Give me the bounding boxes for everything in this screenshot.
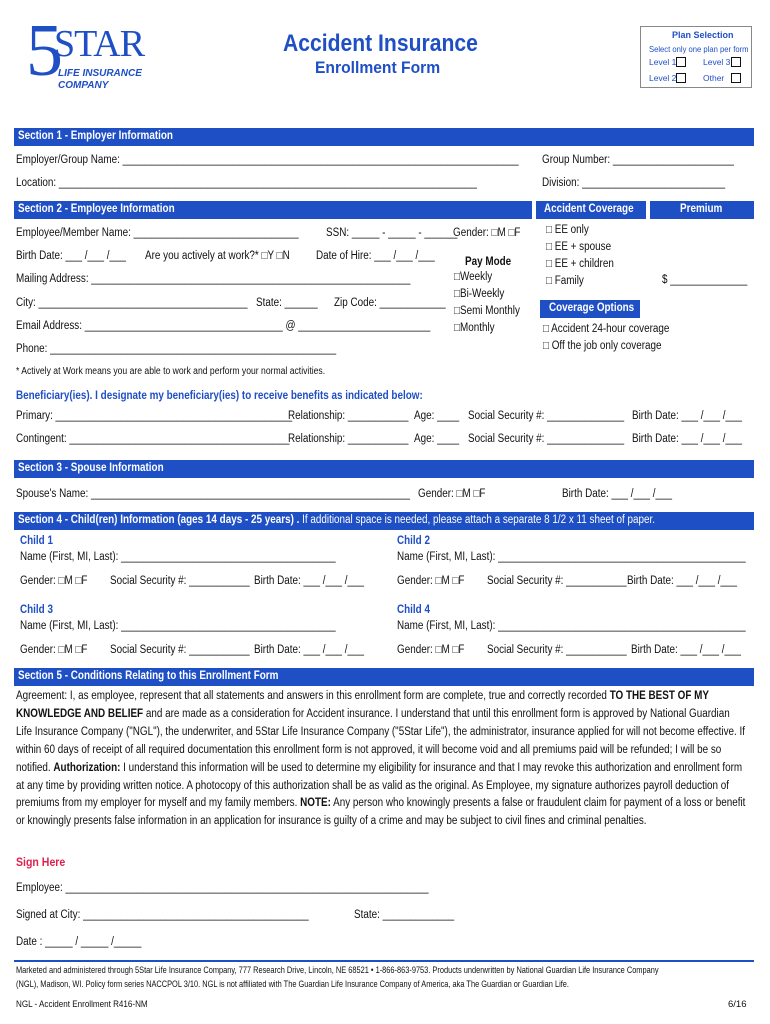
plan-level-2-checkbox[interactable] <box>676 73 686 83</box>
location-field[interactable]: Location: ____________________________________________________________________________ <box>16 177 477 189</box>
primary-beneficiary-field[interactable]: Primary: ___________________________________________ <box>16 410 293 422</box>
child1-ss-field[interactable]: Social Security #: ___________ <box>110 575 250 587</box>
employee-gender-field[interactable]: Gender: □M □F <box>453 227 521 239</box>
employee-birth-date-field[interactable]: Birth Date: ___ /___ /___ <box>16 250 126 262</box>
agreement-bold: TO THE BEST OF MY KNOWLEDGE AND BELIEF <box>16 690 709 720</box>
footer-line1: Marketed and administered through 5Star Life Insurance Company, 777 Research Drive, Lincoln, NE 68521 • 1-866-863-9753. Products underwritten by National Guardian Life Insurance Company <box>16 965 659 976</box>
child3-birth-date-field[interactable]: Birth Date: ___ /___ /___ <box>254 644 364 656</box>
premium-title: Premium <box>680 203 723 215</box>
authorization-text: I understand this information will be used to determine my eligibility for insurance and that I may revoke this authorization and enrollment form at any time by providing written notice. A photocopy of this authorization shall be as valid as the original. As Employee, my signature authorizes payroll deduction of premiums from my employer for myself and my family members. <box>16 761 743 810</box>
section4-title-text: Section 4 - Child(ren) Information (ages 14 days - 25 years) . <box>18 514 300 526</box>
section4-header <box>14 512 754 530</box>
pay-mode-biweekly[interactable]: □Bi-Weekly <box>454 288 505 300</box>
active-at-work-question[interactable]: Are you actively at work?* □Y □N <box>145 250 290 262</box>
mailing-address-field[interactable]: Mailing Address: __________________________________________________________ <box>16 273 411 285</box>
section3-header <box>14 460 754 478</box>
beneficiary-title: Beneficiary(ies). I designate my beneficiary(ies) to receive benefits as indicated below: <box>16 390 423 402</box>
coverage-ee-spouse[interactable]: □ EE + spouse <box>546 241 612 253</box>
pay-mode-semimonthly[interactable]: □Semi Monthly <box>454 305 520 317</box>
section3-title: Section 3 - Spouse Information <box>18 462 164 474</box>
conditions-paragraph <box>16 688 747 831</box>
signed-date-field[interactable]: Date : _____ / _____ /_____ <box>16 936 142 948</box>
plan-selection-title: Plan Selection <box>672 30 734 40</box>
active-work-footnote: * Actively at Work means you are able to work and perform your normal activities. <box>16 366 326 377</box>
member-name-field[interactable]: Employee/Member Name: ______________________________ <box>16 227 299 239</box>
contingent-age-field[interactable]: Age: ____ <box>414 433 460 445</box>
pay-mode-weekly[interactable]: □Weekly <box>454 271 493 283</box>
child2-gender-field[interactable]: Gender: □M □F <box>397 575 465 587</box>
child4-label: Child 4 <box>397 604 430 616</box>
accident-coverage-title: Accident Coverage <box>544 203 634 215</box>
date-of-hire-field[interactable]: Date of Hire: ___ /___ /___ <box>316 250 435 262</box>
section4-title <box>18 514 655 526</box>
form-id: NGL - Accident Enrollment R416-NM <box>16 999 148 1010</box>
logo-line1: LIFE INSURANCE <box>58 68 142 79</box>
note-label: NOTE: <box>300 797 331 810</box>
ssn-field[interactable]: SSN: _____ - _____ - ______ <box>326 227 458 239</box>
plan-level-3-checkbox[interactable] <box>731 57 741 67</box>
footer-rule <box>14 960 754 962</box>
sign-here-label: Sign Here <box>16 855 66 869</box>
child3-name-field[interactable]: Name (First, MI, Last): _______________________________________ <box>20 620 336 632</box>
authorization-label: Authorization: <box>53 761 121 774</box>
employer-name-field[interactable]: Employer/Group Name: ________________________________________________________________________ <box>16 154 519 166</box>
premium-header <box>650 201 754 219</box>
signed-city-field[interactable]: Signed at City: _________________________________________ <box>16 909 309 921</box>
section5-header <box>14 668 754 686</box>
primary-age-field[interactable]: Age: ____ <box>414 410 460 422</box>
logo-word: STAR <box>54 23 145 65</box>
page-subtitle: Enrollment Form <box>315 58 441 77</box>
contingent-beneficiary-field[interactable]: Contingent: ________________________________________ <box>16 433 290 445</box>
primary-ss-field[interactable]: Social Security #: ______________ <box>468 410 625 422</box>
child4-birth-date-field[interactable]: Birth Date: ___ /___ /___ <box>631 644 741 656</box>
plan-selection-box <box>640 26 752 88</box>
child4-ss-field[interactable]: Social Security #: ___________ <box>487 644 627 656</box>
logo-number: 5 <box>26 10 63 92</box>
pay-mode-monthly[interactable]: □Monthly <box>454 322 495 334</box>
child1-birth-date-field[interactable]: Birth Date: ___ /___ /___ <box>254 575 364 587</box>
section2-title: Section 2 - Employee Information <box>18 203 175 215</box>
form-date: 6/16 <box>728 999 747 1010</box>
contingent-ss-field[interactable]: Social Security #: ______________ <box>468 433 625 445</box>
accident-coverage-header <box>536 201 646 219</box>
section1-title: Section 1 - Employer Information <box>18 130 173 142</box>
coverage-off-job[interactable]: □ Off the job only coverage <box>543 340 662 352</box>
child1-gender-field[interactable]: Gender: □M □F <box>20 575 88 587</box>
premium-field[interactable]: $ ______________ <box>662 274 748 286</box>
contingent-birth-date-field[interactable]: Birth Date: ___ /___ /___ <box>632 433 742 445</box>
agreement-text-2: and are made as a consideration for Accident insurance. I understand that until this enrollment form is approved by National Guardian Life Insurance Company ("NGL"), the underwriter, and 5Star Life Insurance Company ("5Star Life"), the administrator, insurance applied for will not become effective. If within 60 days of receipt of all required documentation this enrollment form is not approved, it will become void and all premiums paid will be refunded; I will be so notified. <box>16 707 746 774</box>
signed-state-field[interactable]: State: _____________ <box>354 909 455 921</box>
child2-label: Child 2 <box>397 535 430 547</box>
coverage-family[interactable]: □ Family <box>546 275 584 287</box>
agreement-text-1: Agreement: I, as employee, represent that all statements and answers in this enrollment form are complete, true and correctly recorded <box>16 690 610 702</box>
logo-line2: COMPANY <box>58 80 109 91</box>
child2-name-field[interactable]: Name (First, MI, Last): _____________________________________________ <box>397 551 746 563</box>
email-field[interactable]: Email Address: ____________________________________ @ ________________________ <box>16 320 431 332</box>
coverage-options-header <box>540 300 640 318</box>
company-logo <box>24 10 174 100</box>
plan-selection-note: Select only one plan per form <box>649 44 749 54</box>
spouse-birth-date-field[interactable]: Birth Date: ___ /___ /___ <box>562 488 672 500</box>
contingent-relationship-field[interactable]: Relationship: ___________ <box>288 433 409 445</box>
primary-birth-date-field[interactable]: Birth Date: ___ /___ /___ <box>632 410 742 422</box>
note-text: Any person who knowingly presents a false or fraudulent claim for payment of a loss or benefit or knowingly presents false information in an application for insurance is guilty of a crime and may be subject to civil fines and criminal penalties. <box>16 797 746 828</box>
child1-label: Child 1 <box>20 535 53 547</box>
section1-header <box>14 128 754 146</box>
plan-other-label: Other <box>703 73 725 83</box>
child4-gender-field[interactable]: Gender: □M □F <box>397 644 465 656</box>
child3-ss-field[interactable]: Social Security #: ___________ <box>110 644 250 656</box>
plan-level-2-label: Level 2 <box>649 73 677 83</box>
coverage-ee-only[interactable]: □ EE only <box>546 224 589 236</box>
zip-field[interactable]: Zip Code: ____________ <box>334 297 446 309</box>
plan-level-1-checkbox[interactable] <box>676 57 686 67</box>
child2-birth-date-field[interactable]: Birth Date: ___ /___ /___ <box>627 575 737 587</box>
plan-other-checkbox[interactable] <box>731 73 741 83</box>
employee-signature-field[interactable]: Employee: __________________________________________________________________ <box>16 882 429 894</box>
division-field[interactable]: Division: __________________________ <box>542 177 726 189</box>
state-field[interactable]: State: ______ <box>256 297 318 309</box>
child2-ss-field[interactable]: Social Security #: ___________ <box>487 575 627 587</box>
coverage-options-title: Coverage Options <box>549 302 635 314</box>
footer-line2: (NGL), Madison, WI. Policy form series NACCPOL 3/10. NGL is not affiliated with The Guardian Life Insurance Company of America, aka The Guardian or Guardian Life. <box>16 979 569 990</box>
group-number-field[interactable]: Group Number: ______________________ <box>542 154 734 166</box>
section2-header <box>14 201 532 219</box>
section4-note: If additional space is needed, please attach a separate 8 1/2 x 11 sheet of paper. <box>302 514 655 526</box>
child3-label: Child 3 <box>20 604 53 616</box>
plan-level-3-label: Level 3 <box>703 57 731 67</box>
section5-title: Section 5 - Conditions Relating to this Enrollment Form <box>18 670 279 682</box>
phone-field[interactable]: Phone: ____________________________________________________ <box>16 343 337 355</box>
child3-gender-field[interactable]: Gender: □M □F <box>20 644 88 656</box>
child4-name-field[interactable]: Name (First, MI, Last): _____________________________________________ <box>397 620 746 632</box>
coverage-24-hour[interactable]: □ Accident 24-hour coverage <box>543 323 670 335</box>
primary-relationship-field[interactable]: Relationship: ___________ <box>288 410 409 422</box>
plan-level-1-label: Level 1 <box>649 57 677 67</box>
pay-mode-title: Pay Mode <box>465 256 512 268</box>
spouse-name-field[interactable]: Spouse's Name: __________________________________________________________ <box>16 488 411 500</box>
city-field[interactable]: City: ______________________________________ <box>16 297 248 309</box>
child1-name-field[interactable]: Name (First, MI, Last): _______________________________________ <box>20 551 336 563</box>
spouse-gender-field[interactable]: Gender: □M □F <box>418 488 486 500</box>
coverage-ee-children[interactable]: □ EE + children <box>546 258 614 270</box>
page-title: Accident Insurance <box>283 30 478 57</box>
